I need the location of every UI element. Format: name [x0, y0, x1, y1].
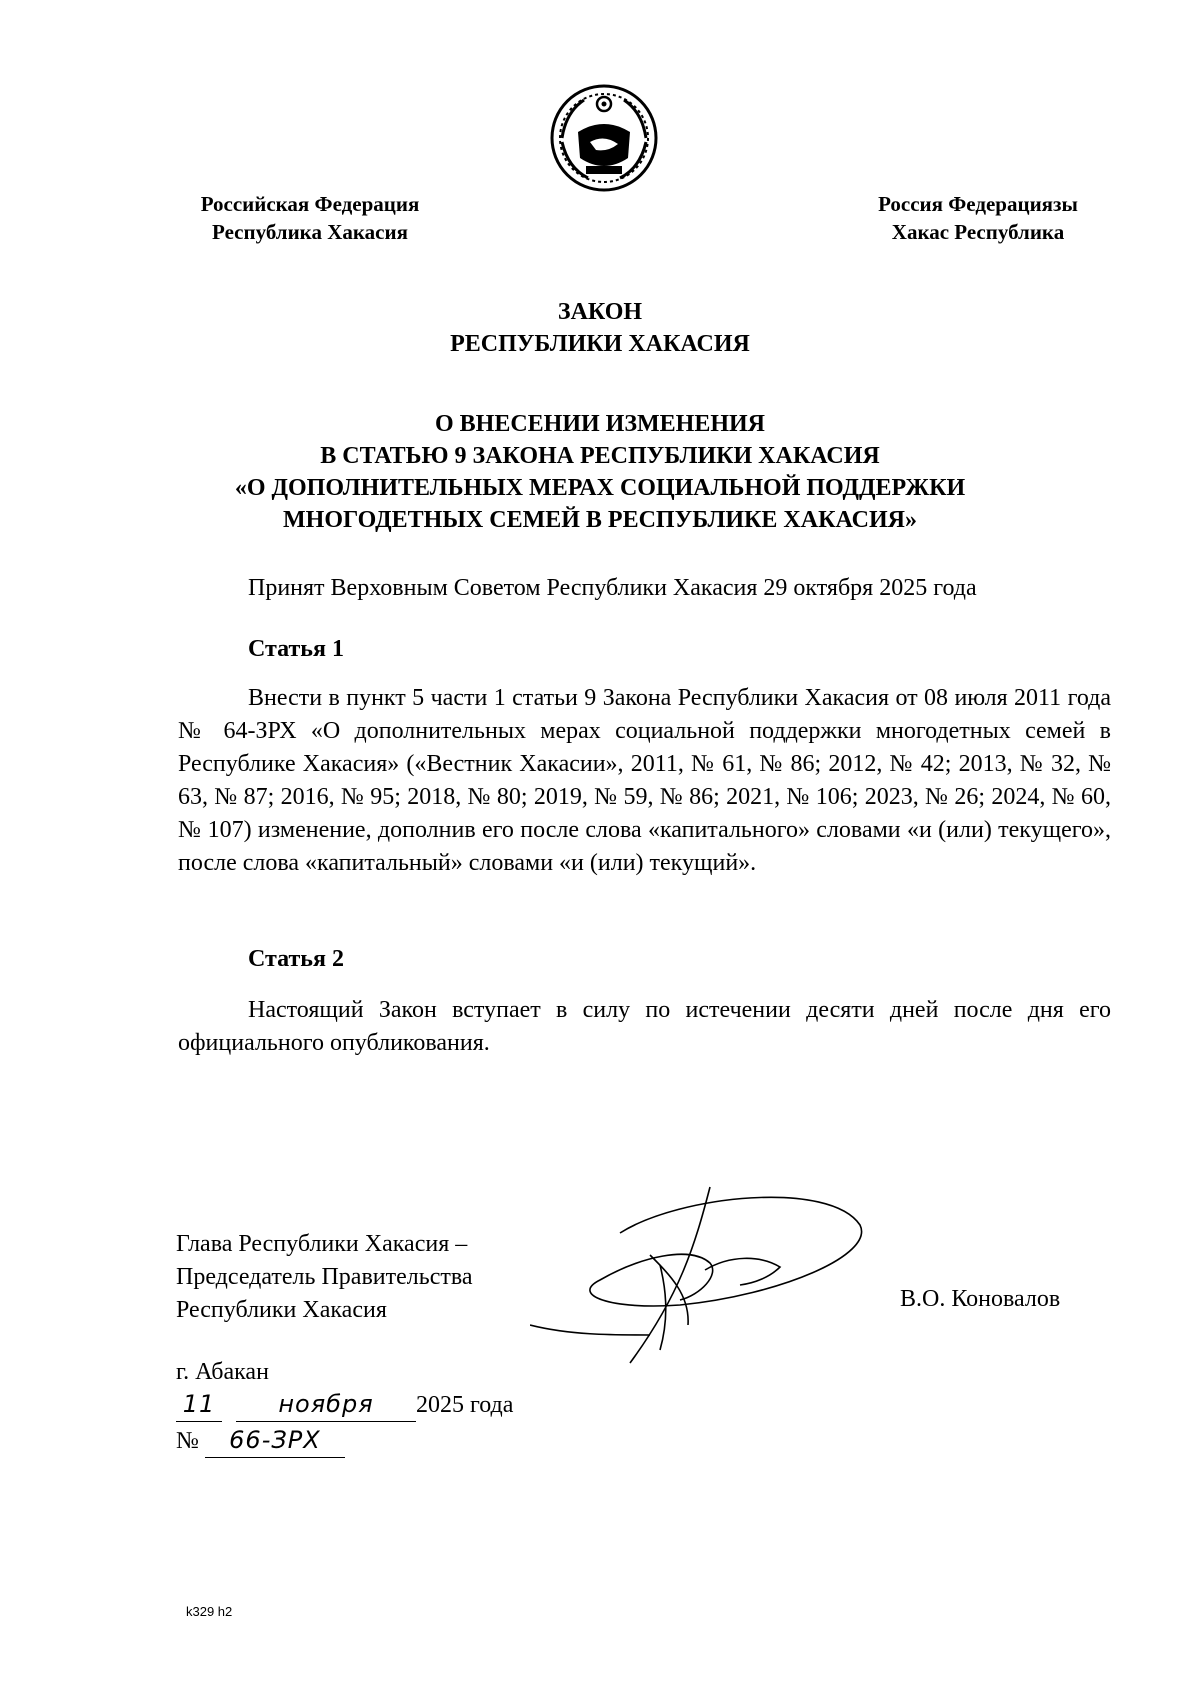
adoption-note: Принят Верховным Советом Республики Хакасия 29 октября 2025 года [248, 575, 977, 601]
signatory-position-line3: Республики Хакасия [176, 1297, 387, 1323]
law-number [176, 1424, 345, 1458]
law-subject-line1: О ВНЕСЕНИИ ИЗМЕНЕНИЯ [434, 411, 766, 437]
coat-of-arms-icon [548, 82, 660, 194]
date-month: ноября [236, 1388, 416, 1422]
handwritten-signature-icon [530, 1185, 910, 1365]
date-year: 2025 года [416, 1392, 514, 1418]
law-subject-line2: В СТАТЬЮ 9 ЗАКОНА РЕСПУБЛИКИ ХАКАСИЯ [320, 443, 880, 469]
header-right-line2: Хакас Республика [891, 220, 1065, 244]
article-2-heading: Статья 2 [248, 946, 344, 972]
header-left-line1: Российская Федерация [200, 192, 420, 216]
signatory-position-line2: Председатель Правительства [176, 1264, 473, 1290]
law-subject-line3: «О ДОПОЛНИТЕЛЬНЫХ МЕРАХ СОЦИАЛЬНОЙ ПОДДЕРЖКИ [234, 475, 966, 501]
header-right [828, 190, 1128, 246]
law-subject-line4: МНОГОДЕТНЫХ СЕМЕЙ В РЕСПУБЛИКЕ ХАКАСИЯ» [283, 507, 917, 533]
signatory-position-line1: Глава Республики Хакасия – [176, 1231, 468, 1257]
document-code: k329 h2 [186, 1604, 233, 1619]
law-title-line1: ЗАКОН [557, 299, 643, 325]
date-day: 11 [176, 1388, 222, 1422]
law-title-line2: РЕСПУБЛИКИ ХАКАСИЯ [450, 331, 750, 357]
article-1-text: Внести в пункт 5 части 1 статьи 9 Закона Республики Хакасия от 08 июля 2011 года № 64-ЗРХ «О дополнительных мерах социальной поддержки многодетных семей в Республике Хакасия» («Вестник Хакасии», 2011, № 61, № 86; 2012, № 42; 2013, № 32, № 63, № 87; 2016, № 95; 2018, № 80; 2019, № 59, № 86; 2021, № 106; 2023, № 26; 2024, № 60, № 107) изменение, дополнив его после слова «капитального» словами «и (или) текущего», после слова «капитальный» словами «и (или) текущий». [178, 685, 1111, 876]
law-number-prefix: № [176, 1428, 199, 1454]
header-right-line1: Россия Федерациязы [878, 192, 1078, 216]
article-2-text: Настоящий Закон вступает в силу по истечении десяти дней после дня его официального опубликования. [178, 997, 1111, 1056]
header-left-line2: Республика Хакасия [212, 220, 408, 244]
signing-date [176, 1388, 513, 1422]
law-number-value: 66-ЗРХ [205, 1424, 345, 1458]
signatory-position [176, 1228, 576, 1327]
article-1-heading: Статья 1 [248, 636, 344, 662]
city: г. Абакан [176, 1359, 269, 1385]
law-subject [150, 408, 1050, 536]
signatory-name: В.О. Коновалов [900, 1286, 1061, 1312]
law-title [150, 296, 1050, 360]
header-left [160, 190, 460, 246]
